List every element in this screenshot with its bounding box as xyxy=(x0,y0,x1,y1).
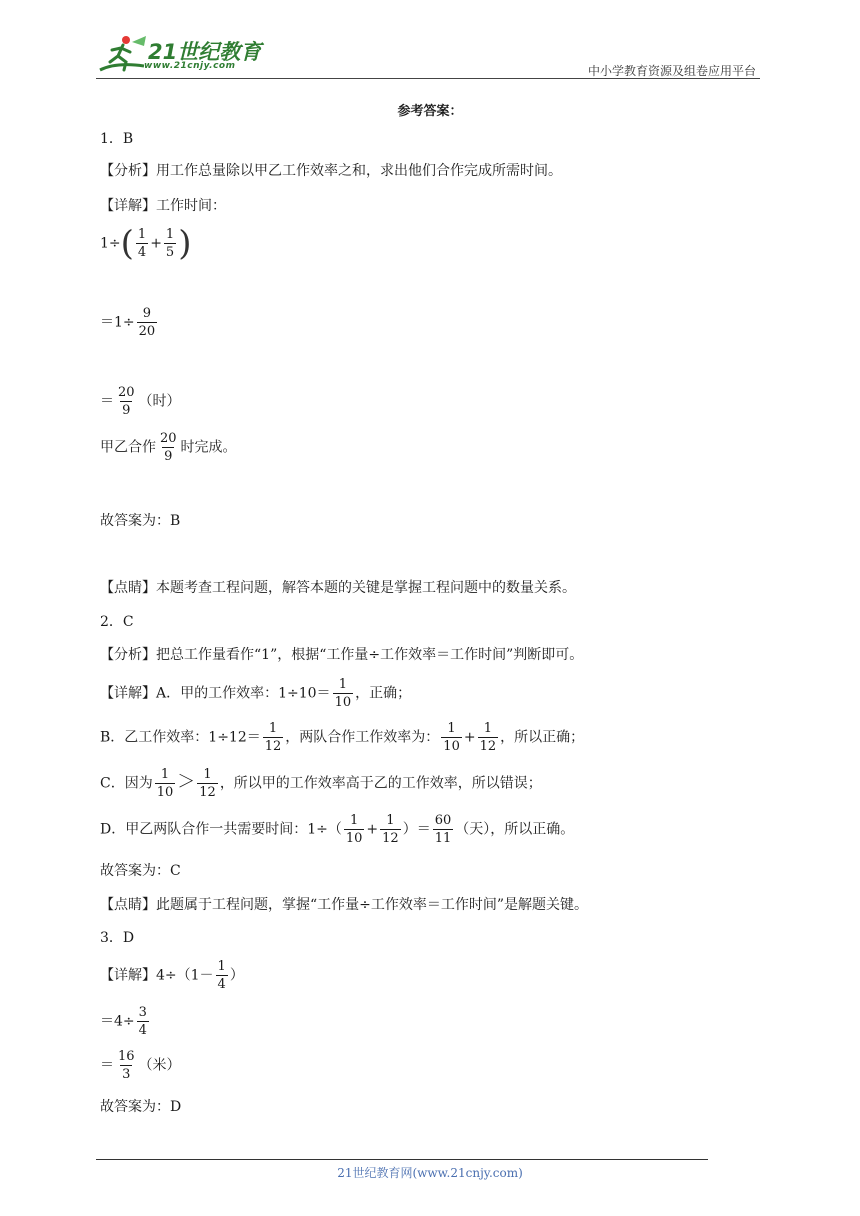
fraction xyxy=(116,384,137,419)
numerator: 1 xyxy=(165,227,175,242)
expr-text: ＝4÷ xyxy=(100,1013,135,1030)
fraction xyxy=(197,766,218,801)
numerator: 60 xyxy=(434,813,452,828)
footer-link[interactable]: 21世纪教育网(www.21cnjy.com) xyxy=(337,1166,523,1180)
q2-option-a xyxy=(100,676,411,711)
left-paren: ( xyxy=(120,223,134,264)
expr-text: （天），所以正确。 xyxy=(455,821,575,838)
denominator: 4 xyxy=(138,1023,147,1038)
fraction xyxy=(433,812,454,847)
footer-divider xyxy=(96,1159,708,1160)
fraction xyxy=(333,676,354,711)
fraction xyxy=(164,226,176,261)
q1-analysis: 【分析】用工作总量除以甲乙工作效率之和，求出他们合作完成所需时间。 xyxy=(100,163,562,179)
denominator: 10 xyxy=(345,831,363,846)
right-paren: ) xyxy=(178,223,192,264)
q3-number: 3．D xyxy=(100,930,135,946)
fraction xyxy=(441,720,462,755)
q2-analysis: 【分析】把总工作量看作“1”，根据“工作量÷工作效率＝工作时间”判断即可。 xyxy=(100,647,584,663)
numerator: 1 xyxy=(386,813,395,828)
q1-number: 1．B xyxy=(100,131,134,147)
header-platform-name: 中小学教育资源及组卷应用平台 xyxy=(587,64,756,78)
expr-text: ＝ xyxy=(100,1057,114,1074)
fraction xyxy=(344,812,365,847)
denominator: 3 xyxy=(122,1067,131,1082)
expr-text: 1÷ xyxy=(100,235,121,252)
numerator: 1 xyxy=(137,227,147,242)
expr-text: ，所以正确； xyxy=(500,729,585,746)
expr-text: 甲乙合作 xyxy=(100,439,156,456)
q1-expr-1 xyxy=(100,223,192,264)
header-divider xyxy=(96,78,760,79)
unit-text: （米） xyxy=(138,1057,181,1074)
expr-text: 时完成。 xyxy=(180,439,237,456)
numerator: 3 xyxy=(138,1005,147,1020)
numerator: 1 xyxy=(338,677,347,692)
denominator: 12 xyxy=(479,739,497,754)
logo-url: www.21cnjy.com xyxy=(144,61,236,71)
q3-detail xyxy=(100,958,244,993)
q2-number: 2．C xyxy=(100,614,134,630)
denominator: 9 xyxy=(164,449,173,464)
expr-text: ，两队合作工作效率为： xyxy=(285,729,440,746)
q1-answer: 故答案为：B xyxy=(100,513,181,529)
q2-option-b xyxy=(100,720,584,755)
expr-text: ，正确； xyxy=(355,685,412,702)
q1-detail-label: 【详解】工作时间： xyxy=(100,198,226,214)
denominator: 4 xyxy=(217,977,226,992)
q3-line-2 xyxy=(100,1004,151,1039)
unit-text: （时） xyxy=(138,393,181,410)
numerator: 1 xyxy=(203,767,212,782)
page-title: 参考答案： xyxy=(397,104,463,119)
numerator: 1 xyxy=(483,721,492,736)
denominator: 5 xyxy=(165,245,175,260)
expr-text: ）＝ xyxy=(402,821,431,838)
q1-conclusion xyxy=(100,430,237,465)
greater-than-sign: ＞ xyxy=(177,771,196,793)
denominator: 11 xyxy=(434,831,452,846)
fraction xyxy=(216,958,228,993)
numerator: 20 xyxy=(118,385,135,400)
expr-text: D．甲乙两队合作一共需要时间：1÷（ xyxy=(100,821,342,838)
fraction xyxy=(158,430,179,465)
fraction xyxy=(155,766,176,801)
numerator: 9 xyxy=(142,306,152,321)
q3-answer: 故答案为：D xyxy=(100,1099,182,1115)
plus-sign: + xyxy=(463,729,476,746)
numerator: 1 xyxy=(268,721,278,736)
site-logo xyxy=(96,30,266,78)
numerator: 1 xyxy=(350,813,359,828)
q3-line-3 xyxy=(100,1048,181,1083)
numerator: 16 xyxy=(118,1049,135,1064)
fraction xyxy=(380,812,401,847)
denominator: 10 xyxy=(334,695,352,710)
denominator: 12 xyxy=(199,785,216,800)
plus-sign: + xyxy=(150,235,162,252)
numerator: 20 xyxy=(160,431,177,446)
q1-expr-2 xyxy=(100,305,159,340)
fraction xyxy=(137,305,158,340)
plus-sign: + xyxy=(366,821,379,838)
fraction xyxy=(116,1048,137,1083)
expr-text: ） xyxy=(229,967,244,984)
page-header xyxy=(96,30,756,80)
expr-text: ＝1÷ xyxy=(100,314,135,331)
q1-expr-3 xyxy=(100,384,181,419)
expr-text: ，所以甲的工作效率高于乙的工作效率，所以错误； xyxy=(219,775,542,792)
fraction xyxy=(263,720,284,755)
numerator: 1 xyxy=(447,721,456,736)
expr-text: B．乙工作效率：1÷12＝ xyxy=(100,729,261,746)
expr-text: 【详解】4÷（1－ xyxy=(100,967,214,984)
denominator: 10 xyxy=(156,785,174,800)
denominator: 4 xyxy=(137,245,147,260)
numerator: 1 xyxy=(160,767,170,782)
q2-option-c xyxy=(100,766,542,801)
expr-text: C．因为 xyxy=(100,775,153,792)
denominator: 12 xyxy=(382,831,399,846)
denominator: 20 xyxy=(138,324,156,339)
fraction xyxy=(136,226,148,261)
q2-answer: 故答案为：C xyxy=(100,863,181,879)
denominator: 9 xyxy=(122,403,131,418)
denominator: 10 xyxy=(443,739,460,754)
fraction xyxy=(478,720,499,755)
logo-text: 21世纪教育 xyxy=(148,40,262,64)
q2-option-d xyxy=(100,812,574,847)
q1-comment: 【点睛】本题考查工程问题，解答本题的关键是掌握工程问题中的数量关系。 xyxy=(100,580,576,596)
expr-text: ＝ xyxy=(100,393,114,410)
numerator: 1 xyxy=(217,959,226,974)
denominator: 12 xyxy=(264,739,282,754)
q2-comment: 【点睛】此题属于工程问题，掌握“工作量÷工作效率＝工作时间”是解题关键。 xyxy=(100,897,589,913)
fraction xyxy=(137,1004,149,1039)
expr-text: 【详解】A．甲的工作效率：1÷10＝ xyxy=(100,685,331,702)
